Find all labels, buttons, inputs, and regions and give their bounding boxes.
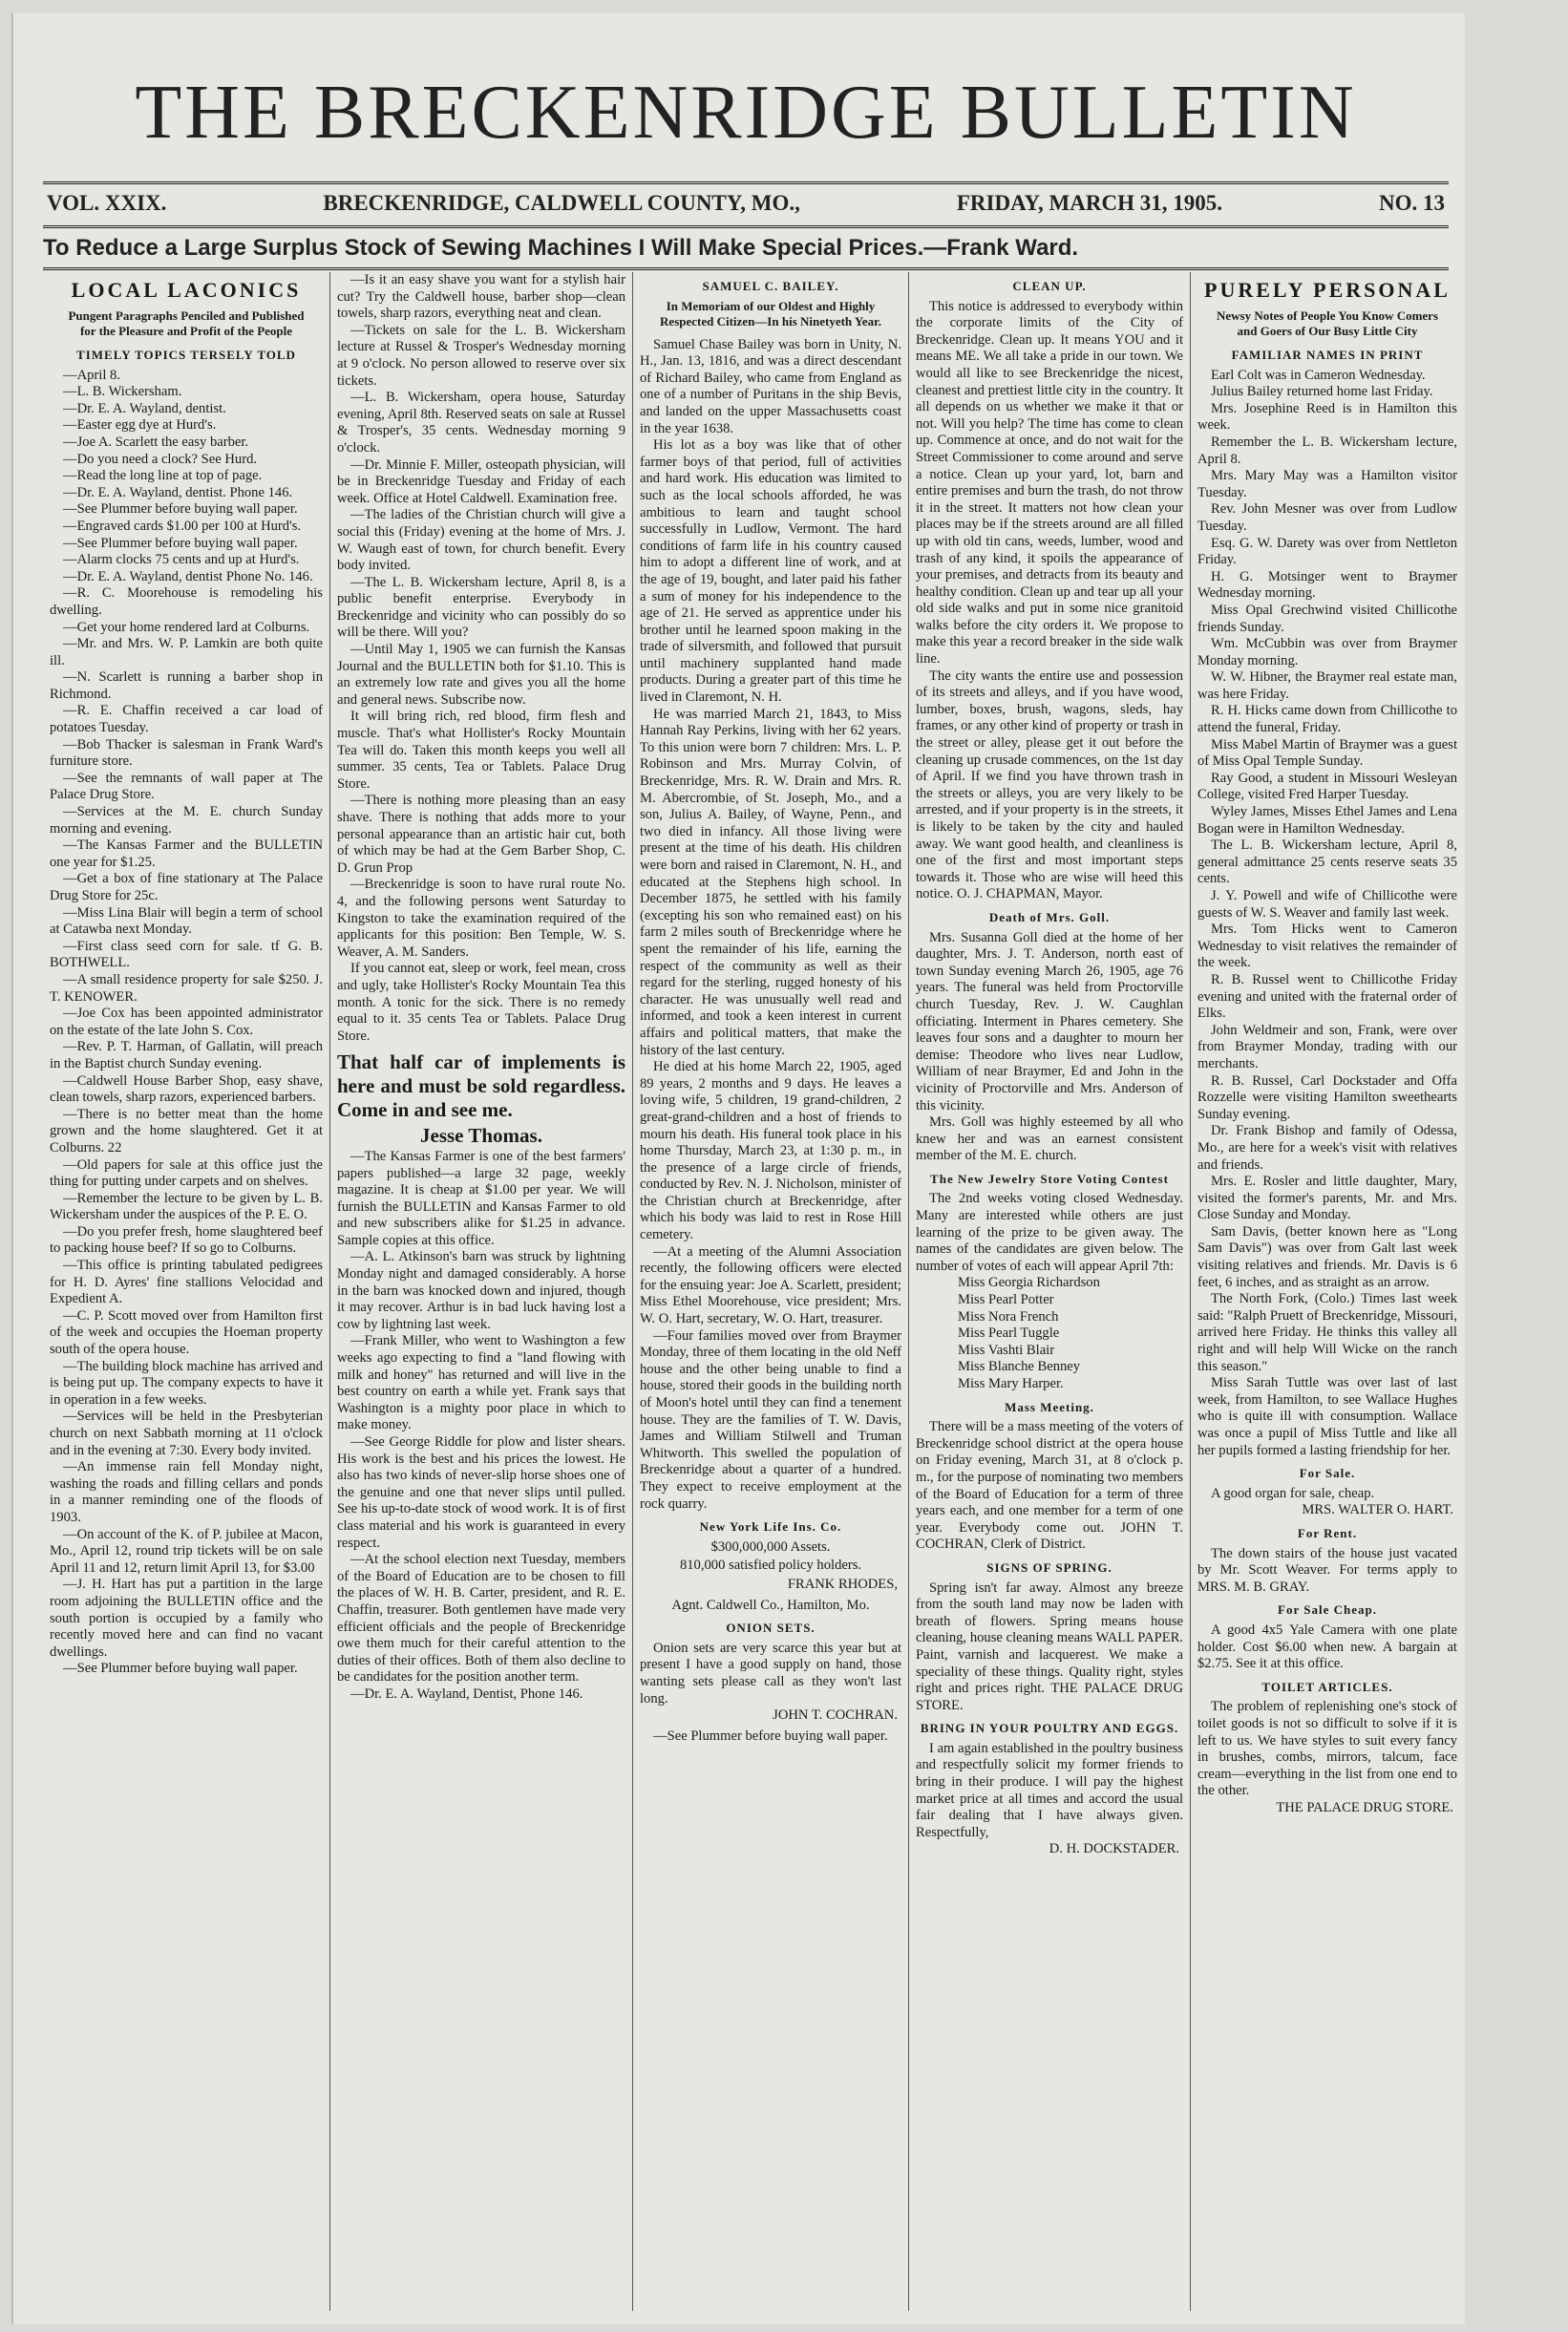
signature: THE PALACE DRUG STORE. bbox=[1276, 1799, 1453, 1815]
paragraph: —Get your home rendered lard at Colburns. bbox=[63, 619, 310, 635]
paragraph: Mrs. Goll was highly esteemed by all who knew her and was an earnest consistent member of the M. E. church. bbox=[916, 1114, 1183, 1164]
paragraph: —Four families moved over from Braymer Monday, three of them locating in the old Neff house and the other being unable to find a house, stored their goods in the building north of Moon's hotel until they can find a tenement house. They are the families of T. W. Davis, James and William Stilwell and Truman Whitworth. This swelled the population of Breckenridge about a quarter of a hundred. They expect to receive employment at the rock quarry. bbox=[640, 1327, 901, 1512]
signature: JOHN T. COCHRAN. bbox=[773, 1707, 898, 1724]
paragraph: —Engraved cards $1.00 per 100 at Hurd's. bbox=[63, 518, 302, 534]
paragraph: —Do you need a clock? See Hurd. bbox=[63, 451, 258, 467]
paragraph: Miss Opal Grechwind visited Chillicothe friends Sunday. bbox=[1197, 602, 1457, 635]
paragraph: R. B. Russel went to Chillicothe Friday evening and united with the fraternal order of Elks. bbox=[1197, 971, 1457, 1022]
paragraph: —Dr. E. A. Wayland, dentist. bbox=[63, 400, 226, 416]
paragraph: —R. C. Moorehouse is remodeling his dwelling. bbox=[50, 585, 323, 618]
paragraph: H. G. Motsinger went to Braymer Wednesday morning. bbox=[1197, 568, 1457, 602]
section-subheading: In Memoriam of our Oldest and Highly Respected Citizen—In his Ninetyeth Year. bbox=[660, 298, 881, 329]
article-heading: New York Life Ins. Co. bbox=[699, 1519, 842, 1535]
paragraph: There will be a mass meeting of the voters of Breckenridge school district at the opera house on Friday evening, March 31, at 8 o'clock p. m., for the purpose of nominating two members of the Board of Education for a term of three years each, and one member for a term of one year. Everybody come out. JOHN T. COCHRAN, Clerk of District. bbox=[916, 1419, 1183, 1553]
article-heading: For Sale. bbox=[1299, 1466, 1356, 1481]
article-heading: CLEAN UP. bbox=[1012, 279, 1087, 293]
paragraph: —The Kansas Farmer and the BULLETIN one year for $1.25. bbox=[50, 837, 323, 870]
paragraph: —On account of the K. of P. jubilee at Macon, Mo., April 12, round trip tickets will be on sale April 11 and 12, return limit April 13, for $3.00 bbox=[50, 1526, 323, 1576]
list-item: Miss Blanche Benney bbox=[958, 1359, 1081, 1375]
list-item: Miss Vashti Blair bbox=[958, 1342, 1055, 1358]
dateline bbox=[43, 190, 1449, 217]
banner-ad: To Reduce a Large Surplus Stock of Sewing Machines I Will Make Special Prices.—Frank Ward. bbox=[43, 235, 1079, 261]
paragraph: The 2nd weeks voting closed Wednesday. Many are interested while others are just learning of the prize to be given away. The names of the candidates are given below. The number of votes of each will appear April 7th: bbox=[916, 1191, 1183, 1274]
paragraph: —A small residence property for sale $250. J. T. KENOWER. bbox=[50, 971, 323, 1005]
ad-line: $300,000,000 Assets. bbox=[710, 1538, 831, 1555]
paragraph: —Frank Miller, who went to Washington a few weeks ago expecting to find a "land flowing with milk and honey" has returned and will live in the best country on earth a while yet. Frank says that Washington is a mighty poor place in which to make money. bbox=[337, 1333, 625, 1433]
paragraph: He died at his home March 22, 1905, aged 89 years, 2 months and 9 days. He leaves a loving wife, 5 children, 19 grand-children, 2 great-grand-children and a host of friends to mourn his death. His funeral took place in his home Thursday, March 23, at 1:30 p. m., in the presence of a large circle of friends, conducted by Rev. N. J. Nicholson, minister of the Christian church at Breckenridge, after which his body was laid to rest in Rose Hill cemetery. bbox=[640, 1059, 901, 1243]
paragraph: —See George Riddle for plow and lister shears. His work is the best and his prices the lowest. He also has two kinds of never-slip horse shoes one of the genuine and one that never slips until pulled. See his up-to-date stock of wood work. It is of first class material and his work is guaranteed in every respect. bbox=[337, 1434, 625, 1551]
paragraph: Esq. G. W. Darety was over from Nettleton Friday. bbox=[1197, 535, 1457, 568]
paragraph: John Weldmeir and son, Frank, were over from Braymer Monday, trading with our merchants. bbox=[1197, 1022, 1457, 1071]
paragraph: His lot as a boy was like that of other farmer boys of that period, full of activities and hard work. His education was limited to such as the local schools afforded, he was ambitious to learn and taught school successfully in Ludlow, Vermont. The hard conditions of farm life in his country caused him to adopt a different line of work, and at the age of 19, bought, and later paid his father a sum of money for his independence to the age of 21. He served as apprentice under his brother until he learned spoon making in the trade of silversmith, and followed that pursuit until machinery supplanted hand made products. During a greater part of this time he lived in Claremont, N. H. bbox=[640, 437, 901, 706]
paragraph: W. W. Hibner, the Braymer real estate man, was here Friday. bbox=[1197, 669, 1457, 702]
paragraph: —Remember the lecture to be given by L. B. Wickersham under the auspices of the P. E. O. bbox=[50, 1190, 323, 1223]
paragraph: —Dr. E. A. Wayland, dentist Phone No. 146. bbox=[63, 568, 313, 584]
paragraph: —R. E. Chaffin received a car load of potatoes Tuesday. bbox=[50, 703, 323, 736]
paragraph: —Bob Thacker is salesman in Frank Ward's furniture store. bbox=[50, 736, 323, 770]
masthead-title: THE BRECKENRIDGE BULLETIN bbox=[135, 71, 1357, 155]
paragraph: —See Plummer before buying wall paper. bbox=[63, 1661, 298, 1677]
article-heading: SIGNS OF SPRING. bbox=[986, 1559, 1112, 1575]
paragraph: —Mr. and Mrs. W. P. Lamkin are both quite ill. bbox=[50, 636, 323, 668]
signature: FRANK RHODES, bbox=[787, 1576, 898, 1592]
paragraph: —Miss Lina Blair will begin a term of school at Catawba next Monday. bbox=[50, 904, 323, 938]
paragraph: —C. P. Scott moved over from Hamilton first of the week and occupies the Hoeman property south of the opera house. bbox=[50, 1307, 323, 1358]
paragraph: —See Plummer before buying wall paper. bbox=[63, 501, 298, 518]
section-heading: LOCAL LACONICS bbox=[71, 278, 302, 302]
paragraph: It will bring rich, red blood, firm flesh and muscle. That's what Hollister's Rocky Mountain Tea will do. Taken this month keeps you well all summer. 35 cents, Tea or Tablets. Palace Drug Store. bbox=[337, 709, 625, 792]
column-purely-personal bbox=[1191, 272, 1464, 1820]
paragraph: —Alarm clocks 75 cents and up at Hurd's. bbox=[63, 552, 300, 568]
paragraph: —Old papers for sale at this office just the thing for putting under carpets and on shelves. bbox=[50, 1156, 323, 1190]
paragraph: R. B. Russel, Carl Dockstader and Offa Rozzelle were visiting Hamilton sweethearts Sunday evening. bbox=[1197, 1072, 1457, 1122]
divider bbox=[43, 225, 1449, 230]
paragraph: Remember the L. B. Wickersham lecture, April 8. bbox=[1197, 434, 1457, 467]
paragraph: —This office is printing tabulated pedigrees for H. D. Ayres' fine stallions Velocidad and Expedient A. bbox=[50, 1258, 323, 1307]
paragraph: Mrs. Josephine Reed is in Hamilton this week. bbox=[1197, 400, 1457, 434]
paragraph: —Do you prefer fresh, home slaughtered beef to packing house beef? If so go to Colburns. bbox=[50, 1223, 323, 1257]
paragraph: J. Y. Powell and wife of Chillicothe were guests of W. S. Weaver and family last week. bbox=[1197, 888, 1457, 921]
paragraph: Mrs. Tom Hicks went to Cameron Wednesday to visit relatives the remainder of the week. bbox=[1197, 922, 1457, 971]
paragraph: —Dr. E. A. Wayland, dentist. Phone 146. bbox=[63, 484, 293, 500]
paragraph: Samuel Chase Bailey was born in Unity, N. H., Jan. 13, 1816, and was a direct descendant of Richard Bailey, who came from England as one of a number of Puritans in the ship Bevis, and landed on the upper Massachusetts coast in the year 1638. bbox=[640, 336, 901, 436]
paragraph: —The Kansas Farmer is one of the best farmers' papers published—a large 32 page, weekly magazine. It is cheap at $1.00 per year. We will furnish the BULLETIN and Kansas Farmer to old and new subscribers alike for $1.25 in advance. Sample copies at this office. bbox=[337, 1148, 625, 1248]
article-heading: TOILET ARTICLES. bbox=[1261, 1679, 1393, 1694]
signature: Jesse Thomas. bbox=[420, 1124, 542, 1148]
section-subheading: Newsy Notes of People You Know Comers and Goers of Our Busy Little City bbox=[1216, 308, 1439, 338]
paragraph: —L. B. Wickersham. bbox=[63, 384, 182, 400]
paragraph: —See Plummer before buying wall paper. bbox=[63, 535, 298, 551]
advertisement: That half car of implements is here and must be sold regardless. Come in and see me. bbox=[337, 1050, 625, 1122]
paragraph: Spring isn't far away. Almost any breeze from the south land may now be laden with breath of flowers. Spring means house cleaning, house cleaning means WALL PAPER. Paint, varnish and lacquerest. We make a speciality of these things. Quality right, styles right and prices right. THE PALACE DRUG STORE. bbox=[916, 1579, 1183, 1713]
list-item: Miss Pearl Tuggle bbox=[958, 1325, 1060, 1342]
paragraph: —See the remnants of wall paper at The Palace Drug Store. bbox=[50, 770, 323, 803]
column-notices bbox=[330, 272, 632, 1704]
paragraph: Earl Colt was in Cameron Wednesday. bbox=[1211, 367, 1426, 383]
paragraph: Miss Sarah Tuttle was over last of last week, from Hamilton, to see Wallace Hughes who is quite ill with consumption. Wallace was once a pupil of Miss Tuttle and like all her pupils formed a lasting friendship for her. bbox=[1197, 1375, 1457, 1458]
paragraph: —Dr. E. A. Wayland, Dentist, Phone 146. bbox=[350, 1685, 583, 1702]
article-heading: ONION SETS. bbox=[726, 1621, 816, 1636]
ad-line: 810,000 satisfied policy holders. bbox=[679, 1558, 862, 1574]
paragraph: —The building block machine has arrived and is being put up. The company expects to have it in operation in a few weeks. bbox=[50, 1358, 323, 1408]
paragraph: Mrs. Susanna Goll died at the home of her daughter, Mrs. J. T. Anderson, north east of town Sunday evening March 26, 1905, age 76 years. The funeral was held from Proctorville church Tuesday, Rev. J. W. Caughlan officiating. Interment in Phares cemetery. She leaves four sons and a daughter to mourn her demise: Theodore who lives near Ludlow, William of near Braymer, Ed and John in the vicinity of Proctorville and Mrs. Anderson of this vicinity. bbox=[916, 929, 1183, 1113]
paragraph: —Services will be held in the Presbyterian church on next Sabbath morning at 11 o'clock and in the evening at 7:30. Every body invited. bbox=[50, 1409, 323, 1458]
article-heading: SAMUEL C. BAILEY. bbox=[702, 279, 839, 293]
paragraph: Julius Bailey returned home last Friday. bbox=[1211, 384, 1433, 400]
paragraph: —Joe A. Scarlett the easy barber. bbox=[63, 434, 249, 450]
article-heading: TIMELY TOPICS TERSELY TOLD bbox=[76, 348, 296, 362]
paragraph: If you cannot eat, sleep or work, feel mean, cross and ugly, take Hollister's Rocky Mountain Tea this month. A tonic for the sick. There is no remedy equal to it. 35 cents Tea or Tablets. Palace Drug Store. bbox=[337, 961, 625, 1044]
paragraph: Rev. John Mesner was over from Ludlow Tuesday. bbox=[1197, 501, 1457, 534]
article-heading: FAMILIAR NAMES IN PRINT bbox=[1231, 348, 1424, 362]
paragraph: —See Plummer before buying wall paper. bbox=[653, 1728, 888, 1744]
list-item: Miss Nora French bbox=[958, 1308, 1059, 1325]
signature: MRS. WALTER O. HART. bbox=[1302, 1502, 1453, 1518]
issue-date: FRIDAY, MARCH 31, 1905. bbox=[956, 191, 1222, 215]
issue-number: NO. 13 bbox=[1378, 191, 1445, 215]
column-clean-up bbox=[909, 272, 1190, 1862]
list-item: Miss Pearl Potter bbox=[958, 1292, 1054, 1308]
article-heading: For Rent. bbox=[1297, 1525, 1358, 1540]
paragraph: Mrs. Mary May was a Hamilton visitor Tuesday. bbox=[1197, 468, 1457, 500]
paragraph: —Breckenridge is soon to have rural route No. 4, and the following persons went Saturday to Kingston to take the examination required of the applicants for this position: Ben Temple, W. S. Weaver, A. M. Sanders. bbox=[337, 877, 625, 960]
volume: VOL. XXIX. bbox=[47, 191, 167, 215]
paragraph: —First class seed corn for sale. tf G. B. BOTHWELL. bbox=[50, 938, 323, 971]
paragraph: —N. Scarlett is running a barber shop in Richmond. bbox=[50, 669, 323, 702]
paragraph: —L. B. Wickersham, opera house, Saturday evening, April 8th. Reserved seats on sale at Russel & Trosper's, 35 cents. Wednesday morning 9 o'clock. bbox=[337, 390, 625, 456]
paragraph: —A. L. Atkinson's barn was struck by lightning Monday night and damaged considerably. A horse in the barn was knocked down and injured, though it may recover. Arthur is in bad luck having lost a cow by lightning last week. bbox=[337, 1249, 625, 1332]
paragraph: Onion sets are very scarce this year but at present I have a good supply on hand, those wanting sets please call as they won't last long. bbox=[640, 1640, 901, 1707]
paragraph: Ray Good, a student in Missouri Wesleyan College, visited Fred Harper Tuesday. bbox=[1197, 770, 1457, 803]
paragraph: —Is it an easy shave you want for a stylish hair cut? Try the Caldwell house, barber shop—clean towels, sharp razors, everything neat and clean. bbox=[337, 272, 625, 322]
article-heading: BRING IN YOUR POULTRY AND EGGS. bbox=[920, 1721, 1179, 1736]
list-item: Miss Georgia Richardson bbox=[958, 1275, 1100, 1291]
paragraph: —At the school election next Tuesday, members of the Board of Education are to be chosen to fill the places of W. H. B. Carter, president, and R. E. Chaffin, treasurer. Both gentlemen have made very efficient officials and the people of Breckenridge owe them much for their careful attention to the duties of their offices. Both of them also decline to be candidates for the position another term. bbox=[337, 1552, 625, 1685]
paragraph: —Read the long line at top of page. bbox=[63, 468, 263, 484]
column-local-laconics bbox=[43, 272, 329, 1678]
paragraph: —Dr. Minnie F. Miller, osteopath physician, will be in Breckenridge Tuesday and Friday of each week. Office at Hotel Caldwell. Examination free. bbox=[337, 456, 625, 506]
paragraph: —April 8. bbox=[63, 367, 120, 383]
paragraph: A good 4x5 Yale Camera with one plate holder. Cost $6.00 when new. A bargain at $2.75. See it at this office. bbox=[1197, 1622, 1457, 1672]
column-obituary bbox=[633, 272, 908, 1745]
paragraph: Sam Davis, (better known here as "Long Sam Davis") was over from Galt last week visiting relatives and friends. Mr. Davis is 6 feet, 6 inches, and as straight as an arrow. bbox=[1197, 1223, 1457, 1290]
paragraph: —Get a box of fine stationary at The Palace Drug Store for 25c. bbox=[50, 871, 323, 903]
article-heading: For Sale Cheap. bbox=[1278, 1602, 1377, 1618]
article-heading: Death of Mrs. Goll. bbox=[988, 909, 1111, 924]
place: BRECKENRIDGE, CALDWELL COUNTY, MO., bbox=[323, 191, 800, 215]
list-item: Miss Mary Harper. bbox=[958, 1376, 1064, 1391]
section-heading: PURELY PERSONAL bbox=[1204, 278, 1451, 302]
section-subheading: Pungent Paragraphs Penciled and Published for the Pleasure and Profit of the People bbox=[68, 308, 305, 338]
paragraph: R. H. Hicks came down from Chillicothe to attend the funeral, Friday. bbox=[1197, 703, 1457, 736]
paragraph: I am again established in the poultry business and respectfully solicit my former friends to bring in their produce. I will pay the highest market price at all times and accord the usual fair dealing that I have always given. Respectfully, bbox=[916, 1740, 1183, 1840]
paragraph: The North Fork, (Colo.) Times last week said: "Ralph Pruett of Breckenridge, Missouri, arrived here Friday. He thinks this valley all right and will help Will Wicke on the ranch this season." bbox=[1197, 1291, 1457, 1374]
article-heading: The New Jewelry Store Voting Contest bbox=[930, 1171, 1169, 1186]
signature: D. H. DOCKSTADER. bbox=[1049, 1841, 1179, 1857]
paragraph: He was married March 21, 1843, to Miss Hannah Ray Perkins, living with her 62 years. To this union were born 7 children: Mrs. L. P. Robinson and Mrs. Murray Colvin, of Breckenridge, Mrs. R. W. Drain and Mrs. R. M. Abercrombie, of St. Joseph, Mo., and a son, Julius A. Bailey, of Wayne, Penn., and two died in infancy. All those living were present at the time of his death. His children were born and raised in Claremont, N. H., and educated at the Stephens high school. In December 1875, he settled with his family (excepting his son who remained east) on his farm 2 miles south of Breckenridge where he spent the remainder of his life, earning the respect of the community as well as their regard for the sterling, rugged honesty of his character. He was unusually well read and informed, and took a keen interest in current affairs and political matters, that make the history of the last century. bbox=[640, 706, 901, 1058]
paragraph: —Joe Cox has been appointed administrator on the estate of the late John S. Cox. bbox=[50, 1006, 323, 1038]
paragraph: Miss Mabel Martin of Braymer was a guest of Miss Opal Temple Sunday. bbox=[1197, 736, 1457, 770]
paragraph: A good organ for sale, cheap. bbox=[1211, 1485, 1375, 1501]
paragraph: —J. H. Hart has put a partition in the large room adjoining the BULLETIN office and the south portion is occupied by a family who recently moved here and can find no vacant dwellings. bbox=[50, 1577, 323, 1660]
paragraph: The city wants the entire use and possession of its streets and alleys, and if you have wood, lumber, boxes, brush, wagons, sleds, hay frames, or any other kind of property or trash in the street or alley, please get it out before the cleaning up crusade commences, on the 1st day of April. If we find you have thrown trash in the streets or alleys, you are very likely to be arrested, and if your property is in the streets, it is likely to be taken by the city and hauled away. We want good health, and cleanliness is one of the first and most important steps towards it. Those who are wise will heed this notice. O. J. CHAPMAN, Mayor. bbox=[916, 668, 1183, 902]
paragraph: —There is no better meat than the home grown and the home slaughtered. Get it at Colburns. 22 bbox=[50, 1106, 323, 1155]
paragraph: —The L. B. Wickersham lecture, April 8, is a public benefit enterprise. Everybody in Breckenridge and vicinity who can possibly do so will be there. Will you? bbox=[337, 574, 625, 641]
paragraph: —There is nothing more pleasing than an easy shave. There is nothing that adds more to your personal appearance than an artistic hair cut, both of which may be had at the Gem Barber Shop, C. D. Grun Prop bbox=[337, 793, 625, 876]
paragraph: —Caldwell House Barber Shop, easy shave, clean towels, sharp razors, experienced barbers. bbox=[50, 1072, 323, 1106]
paragraph: —Tickets on sale for the L. B. Wickersham lecture at Russel & Trosper's Wednesday morning at 9 o'clock. No person allowed to reserve over six tickets. bbox=[337, 322, 625, 389]
article-heading: Mass Meeting. bbox=[1005, 1399, 1094, 1414]
paragraph: —Services at the M. E. church Sunday morning and evening. bbox=[50, 804, 323, 837]
paragraph: —Rev. P. T. Harman, of Gallatin, will preach in the Baptist church Sunday evening. bbox=[50, 1039, 323, 1071]
paragraph: —An immense rain fell Monday night, washing the roads and filling cellars and ponds in a manner reminding one of the floods of 1903. bbox=[50, 1459, 323, 1525]
paragraph: This notice is addressed to everybody within the corporate limits of the City of Breckenridge. Clean up. It means YOU and it means ME. We all take a pride in our town. We would all like to see Breckenridge the nicest, cleanest and prettiest little city in the country. It all depends on us whether we make it that or not. Will you help? The time has come to clean up. Commence at once, and do not wait for the Street Commissioner to come around and serve a notice. Clean up your yard, lot, barn and entire premises and burn the trash, do not throw it in the street. It matters not how clean your places may be if the streets around are all filled up with old tin cans, weeds, lumber, wood and trash of any kind, it spoils the appearance of your premises, and detracts from its beauty and healthy condition. Clean up and tear up all your old side walks and put in some nice granitoid walks before the city orders it. We propose to make this year a record breaker in the side walk line. bbox=[916, 298, 1183, 668]
paragraph: The L. B. Wickersham lecture, April 8, general admittance 25 cents reserve seats 35 cents. bbox=[1197, 837, 1457, 887]
ad-line: Agnt. Caldwell Co., Hamilton, Mo. bbox=[671, 1597, 870, 1613]
divider bbox=[43, 181, 1449, 186]
paragraph: The down stairs of the house just vacated by Mr. Scott Weaver. For terms apply to MRS. M. B. GRAY. bbox=[1197, 1545, 1457, 1595]
paragraph: —Easter egg dye at Hurd's. bbox=[63, 417, 217, 434]
paragraph: The problem of replenishing one's stock of toilet goods is not so difficult to solve if it is left to us. We have styles to suit every fancy in brushes, combs, mirrors, talcum, face cream—everything in the list from one end to the other. bbox=[1197, 1699, 1457, 1799]
paragraph: —The ladies of the Christian church will give a social this (Friday) evening at the home of Mrs. J. W. Waugh east of town, for church benefit. Every body invited. bbox=[337, 507, 625, 574]
paragraph: Mrs. E. Rosler and little daughter, Mary, visited the former's parents, Mr. and Mrs. Close Sunday and Monday. bbox=[1197, 1174, 1457, 1223]
paragraph: —Until May 1, 1905 we can furnish the Kansas Journal and the BULLETIN both for $1.10. This is an extremely low rate and gives you all the home and general news. Subscribe now. bbox=[337, 642, 625, 708]
paragraph: Dr. Frank Bishop and family of Odessa, Mo., are here for a week's visit with relatives and friends. bbox=[1197, 1123, 1457, 1173]
paragraph: Wm. McCubbin was over from Braymer Monday morning. bbox=[1197, 636, 1457, 668]
paragraph: Wyley James, Misses Ethel James and Lena Bogan were in Hamilton Wednesday. bbox=[1197, 804, 1457, 837]
paragraph: —At a meeting of the Alumni Association recently, the following officers were elected for the ensuing year: Joe A. Scarlett, president; Miss Ethel Moorehouse, vice president; Mrs. W. O. Hart, secretary, W. O. Hart, treasurer. bbox=[640, 1243, 901, 1327]
